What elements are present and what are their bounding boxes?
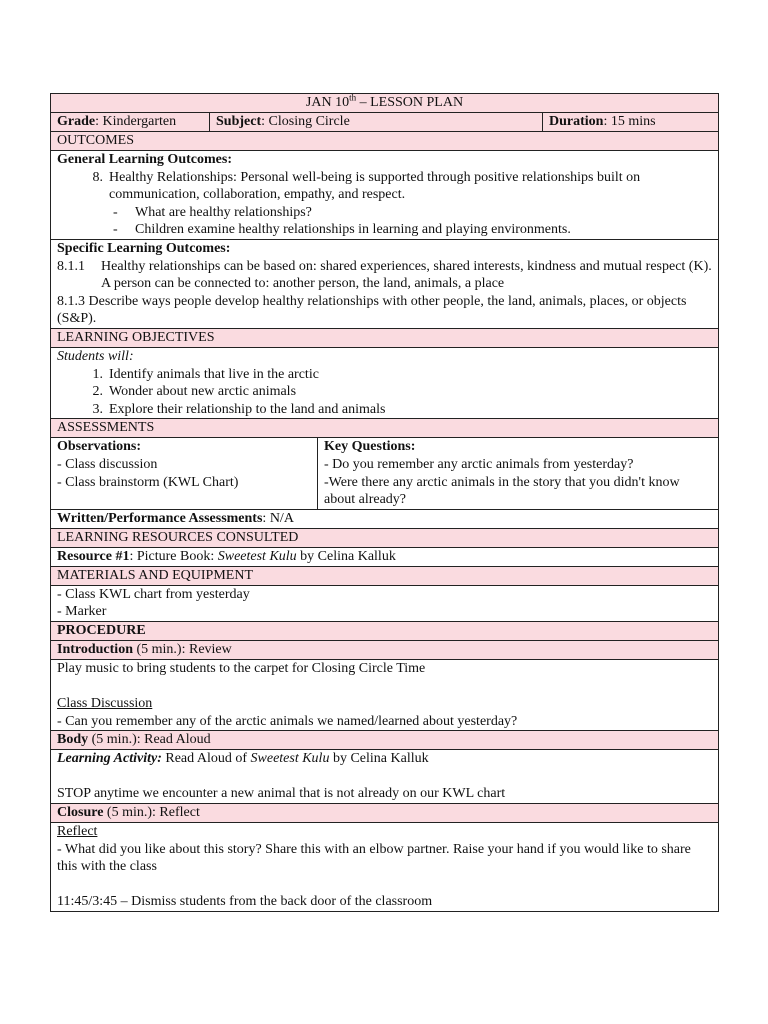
duration-label: Duration [549, 114, 604, 129]
closure-content: Reflect - What did you like about this story? Share this with an elbow partner. Raise your hand if you would like to share this with the class 11:45/3:45 – Dismiss students from the back door of the classroom [51, 823, 719, 912]
body-content: Learning Activity: Read Aloud of Sweetest Kulu by Celina Kalluk STOP anytime we encounter a new animal that is not already on our KWL chart [51, 750, 719, 804]
general-learning-outcomes: General Learning Outcomes: 8. Healthy Relationships: Personal well-being is supported through positive relationships built on communication, collaboration, empathy, and respect. - What are healthy relationships? - Children examine healthy relationships in learning and playing environments. [51, 151, 719, 240]
outcomes-heading: OUTCOMES [51, 132, 719, 151]
body-heading: Body (5 min.): Read Aloud [51, 731, 719, 750]
grade-value: Kindergarten [102, 114, 177, 129]
grade-label: Grade [57, 114, 96, 129]
key-question-item: -Were there any arctic animals in the story that you didn't know about already? [324, 474, 680, 508]
introduction-heading: Introduction (5 min.): Review [51, 640, 719, 659]
slo-text: A person can be connected to: another person, the land, animals, a place [101, 276, 505, 292]
materials-heading: MATERIALS AND EQUIPMENT [51, 566, 719, 585]
written-assessments: Written/Performance Assessments: N/A [51, 509, 719, 528]
observation-item: - Class discussion [57, 456, 158, 472]
reflect-label: Reflect [57, 824, 98, 840]
assessments-heading: ASSESSMENTS [51, 419, 719, 438]
glo-bullet: What are healthy relationships? [135, 204, 312, 220]
slo-text: 8.1.3 Describe ways people develop healthy relationships with other people, the land, animals, places, or objects (S&P). [57, 293, 687, 327]
objective-item: Identify animals that live in the arctic [109, 366, 319, 382]
lesson-plan-table [50, 93, 719, 912]
objectives-heading: LEARNING OBJECTIVES [51, 328, 719, 347]
introduction-content: Play music to bring students to the carpet for Closing Circle Time Class Discussion - Can you remember any of the arctic animals we named/learned about yesterday? [51, 659, 719, 730]
glo-text: Healthy Relationships: Personal well-being is supported through positive relationships built on communication, collaboration, empathy, and respect. [109, 169, 641, 203]
lesson-title: JAN 10th – LESSON PLAN [51, 94, 719, 113]
glo-bullet: Children examine healthy relationships in learning and playing environments. [135, 222, 571, 238]
subject-label: Subject [216, 114, 262, 129]
info-row: Grade: Kindergarten Subject: Closing Circle Duration: 15 mins [51, 113, 719, 132]
procedure-heading: PROCEDURE [51, 621, 719, 640]
specific-learning-outcomes: Specific Learning Outcomes: 8.1.1 Healthy relationships can be based on: shared experiences, shared interests, kindness and mutual respect (K). A person can be connected to: another person, the land, animals, a place 8.1.3 Describe ways people develop healthy relationships with other people, the land, animals, places, or objects (S&P). [51, 239, 719, 328]
material-item: - Marker [57, 604, 107, 620]
resources-heading: LEARNING RESOURCES CONSULTED [51, 528, 719, 547]
subject-value: Closing Circle [268, 114, 350, 129]
slo-text: Healthy relationships can be based on: shared experiences, shared interests, kindness and mutual respect (K). [101, 258, 712, 274]
objective-item: Explore their relationship to the land and animals [109, 401, 386, 417]
class-discussion-label: Class Discussion [57, 696, 153, 712]
duration-value: 15 mins [610, 114, 656, 129]
objective-item: Wonder about new arctic animals [109, 384, 297, 400]
observation-item: - Class brainstorm (KWL Chart) [57, 474, 239, 490]
materials-list [51, 585, 719, 621]
closure-heading: Closure (5 min.): Reflect [51, 804, 719, 823]
key-questions-cell: Key Questions: - Do you remember any arctic animals from yesterday? -Were there any arctic animals in the story that you didn't know about already? [318, 438, 719, 509]
material-item: - Class KWL chart from yesterday [57, 586, 250, 602]
objectives-list: Students will: 1. Identify animals that live in the arctic 2. Wonder about new arctic animals 3. Explore their relationship to the land and animals [51, 347, 719, 418]
key-question-item: - Do you remember any arctic animals from yesterday? [324, 456, 634, 472]
observations-cell: Observations: - Class discussion - Class brainstorm (KWL Chart) [51, 438, 318, 509]
resource-row: Resource #1: Picture Book: Sweetest Kulu by Celina Kalluk [51, 547, 719, 566]
